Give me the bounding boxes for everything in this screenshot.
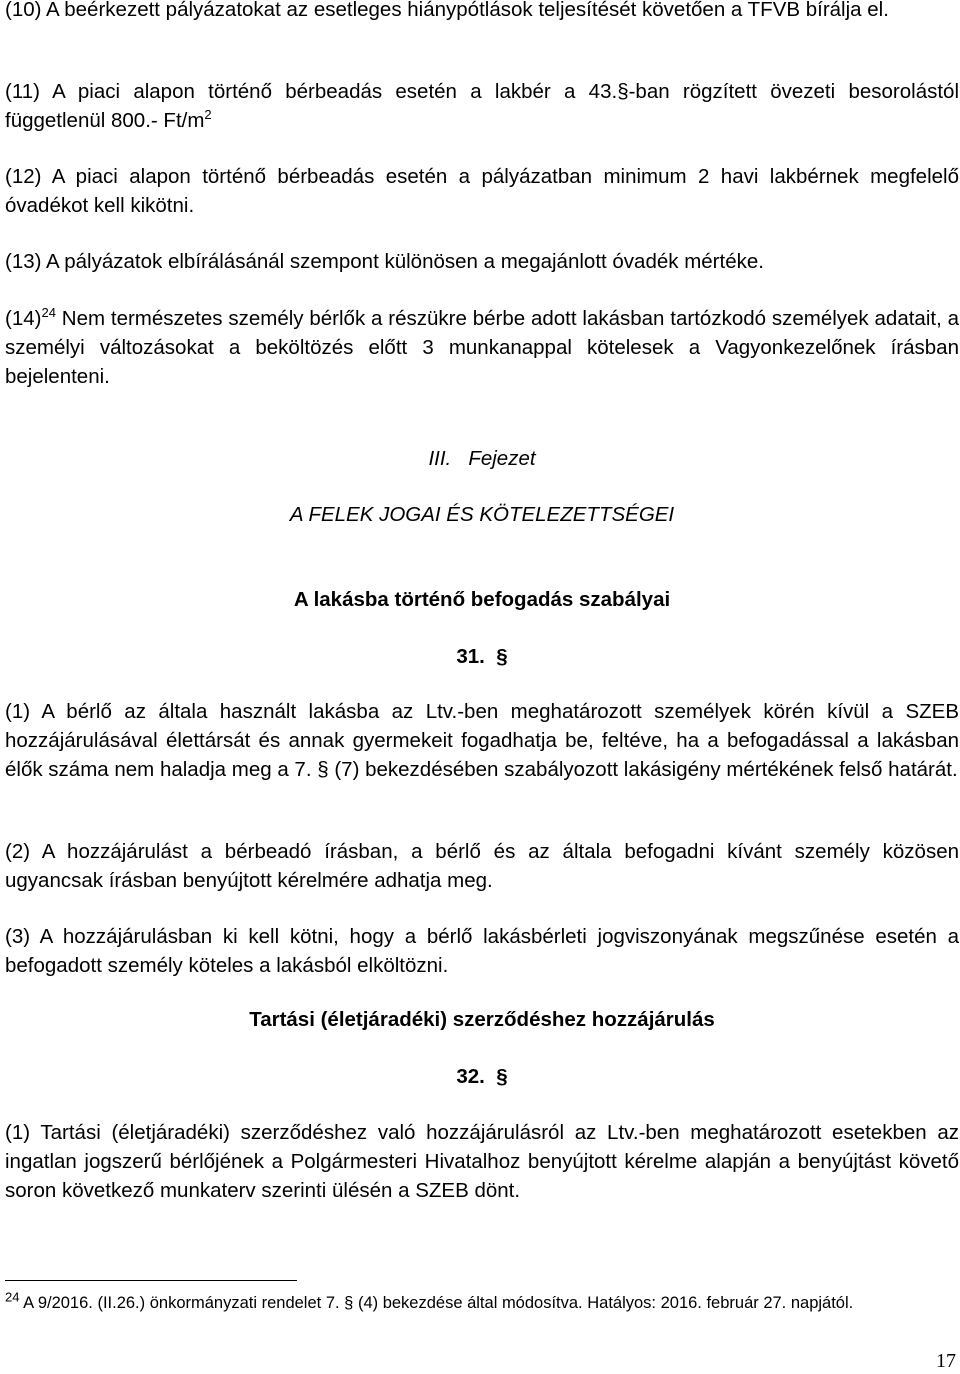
footnote-reference[interactable]: 24 [41, 305, 56, 321]
footnote-separator [5, 1280, 297, 1281]
section-sign-icon: § [317, 758, 329, 781]
section-32-heading: Tartási (életjáradéki) szerződéshez hozzájárulás [249, 1008, 715, 1031]
section-sign-icon: § [617, 80, 629, 103]
chapter-title: A FELEK JOGAI ÉS KÖTELEZETTSÉGEI [289, 503, 675, 526]
section-32-paragraph-1: (1) Tartási (életjáradéki) szerződéshez való hozzájárulásról az Ltv.-ben meghatározott esetekben az ingatlan jogszerű bérlőjének a Polgármesteri Hivatalhoz benyújtott kérelme alapján a benyújtást követő soron következő munkaterv szerinti ülésén a SZEB dönt. [5, 1121, 959, 1202]
superscript: 2 [204, 107, 212, 123]
section-sign-icon: § [344, 1294, 354, 1312]
section-31-paragraph-1: (1) A bérlő az általa használt lakásba az Ltv.-ben meghatározott személyek körén kívül a SZEB hozzájárulásával élettársát és annak gyermekeit fogadhatja be, feltéve, ha a befogadással a lakásban élők száma nem haladja meg a 7. § (7) bekezdésében szabályozott lakásigény mértékének felső határát. [5, 700, 959, 781]
section-31-paragraph-3: (3) A hozzájárulásban ki kell kötni, hogy a bérlő lakásbérleti jogviszonyának megszűnése esetén a befogadott személy köteles a lakásból elköltözni. [5, 925, 959, 977]
section-31-heading: A lakásba történő befogadás szabályai [293, 588, 671, 611]
page-number: 17 [936, 1350, 956, 1372]
chapter-number: III. [428, 447, 452, 470]
section-31-paragraph-2: (2) A hozzájárulást a bérbeadó írásban, a bérlő és az általa befogadni kívánt személy közösen ugyancsak írásban benyújtott kérelmére adhatja meg. [5, 840, 959, 892]
chapter-heading [5, 444, 959, 473]
paragraph-12: (12) A piaci alapon történő bérbeadás esetén a pályázatban minimum 2 havi lakbérnek megfelelő óvadékot kell kikötni. [5, 165, 959, 217]
section-31-number: 31. § [456, 645, 508, 668]
paragraph-14: $(14)^{24}$ Nem természetes személy bérlők a részükre bérbe adott lakásban tartózkodó személyek adatait, a személyi változásokat a beköltözés előtt 3 munkanappal kötelesek a Vagyonkezelőnek írásban bejelenteni. [5, 305, 959, 388]
section-sign-icon: § [496, 1065, 508, 1088]
paragraph-11: (11) A piaci alapon történő bérbeadás esetén a lakbér a 43.§-ban rögzített övezeti besorolástól függetlenül 800.- $Ft/m^2$ [5, 80, 959, 132]
section-sign-icon: § [496, 645, 508, 668]
chapter-word: Fejezet [468, 447, 536, 470]
paragraph-10: (10) A beérkezett pályázatokat az esetleges hiánypótlások teljesítését követően a TFVB bírálja el. [5, 0, 889, 21]
section-32-number: 32. § [456, 1065, 508, 1088]
paragraph-13: (13) A pályázatok elbírálásánál szempont különösen a megajánlott óvadék mértéke. [5, 250, 764, 273]
footnote-mark: 24 [5, 1289, 20, 1305]
footnote: $^{24}$ A 9/2016. (II.26.) önkormányzati rendelet 7. § (4) bekezdése által módosítva. Hatályos: 2016. február 27. napjától. [5, 1289, 854, 1312]
